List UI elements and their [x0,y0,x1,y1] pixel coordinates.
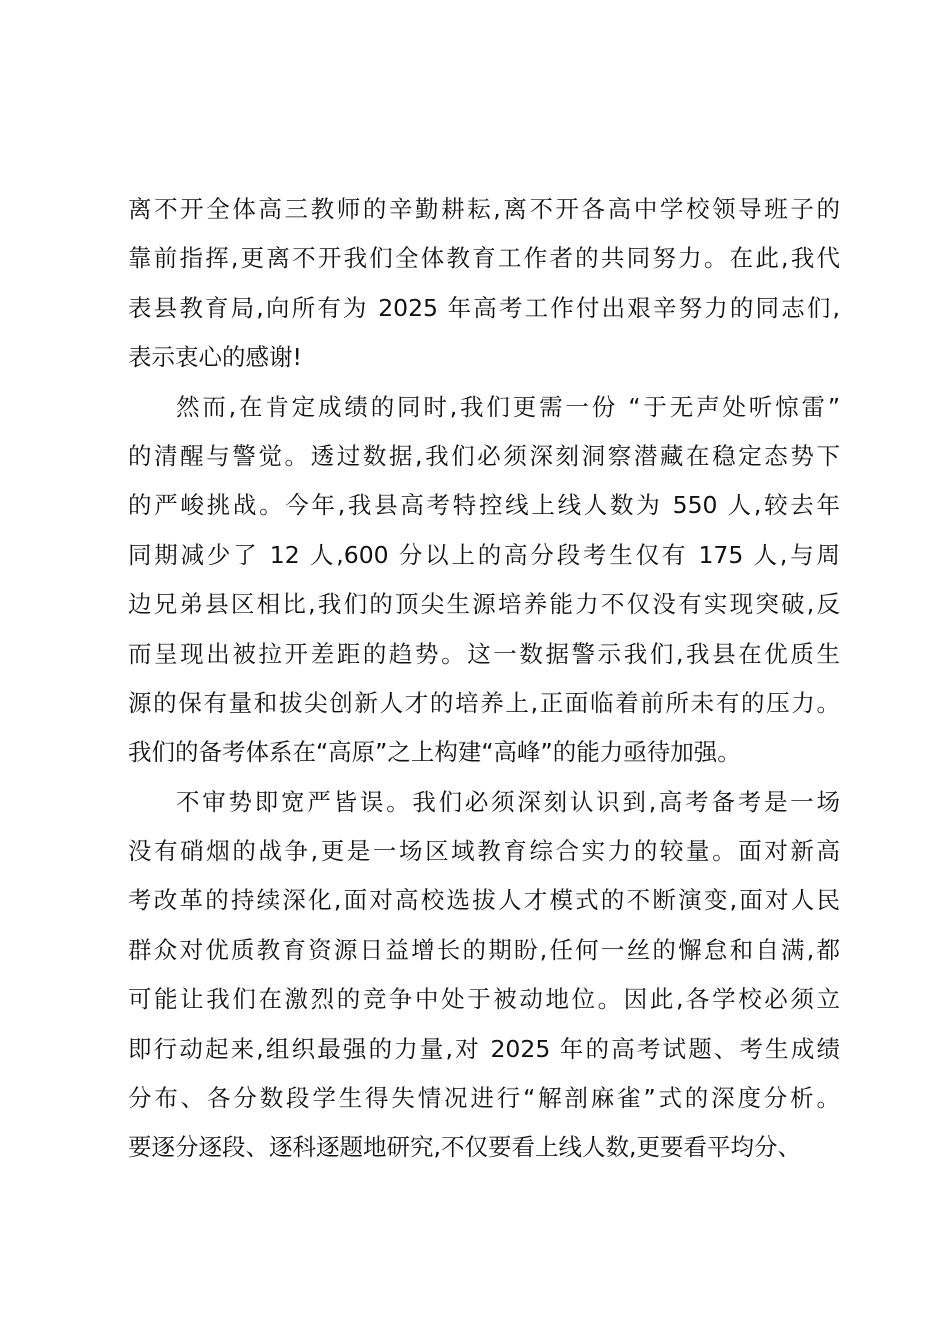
text-line: 边兄弟县区相比,我们的顶尖生源培养能力不仅没有实现突破,反 [128,590,840,619]
paragraph [128,185,840,383]
text-line: 不审势即宽严皆误。我们必须深刻认识到,高考备考是一场 [176,787,840,816]
text-line: 靠前指挥,更离不开我们全体教育工作者的共同努力。在此,我代 [128,244,840,273]
text-line: 同期减少了 12 人,600 分以上的高分段考生仅有 175 人,与周 [128,540,840,569]
text-line: 源的保有量和拔尖创新人才的培养上,正面临着前所未有的压力。 [128,688,840,717]
paragraph [128,383,840,778]
text-line: 群众对优质教育资源日益增长的期盼,任何一丝的懈怠和自满,都 [128,935,840,964]
text-line: 可能让我们在激烈的竞争中处于被动地位。因此,各学校必须立 [128,985,840,1014]
text-line: 表示衷心的感谢! [128,343,302,372]
text-line: 即行动起来,组织最强的力量,对 2025 年的高考试题、考生成绩 [128,1034,840,1063]
text-line: 我们的备考体系在“高原”之上构建“高峰”的能力亟待加强。 [128,738,741,767]
text-line: 要逐分逐段、逐科逐题地研究,不仅要看上线人数,更要看平均分、 [128,1133,801,1162]
text-line: 考改革的持续深化,面对高校选拔人才模式的不断演变,面对人民 [128,886,840,915]
text-line: 表县教育局,向所有为 2025 年高考工作付出艰辛努力的同志们, [128,293,840,322]
text-line: 分布、各分数段学生得失情况进行“解剖麻雀”式的深度分析。 [128,1084,840,1113]
text-line: 离不开全体高三教师的辛勤耕耘,离不开各高中学校领导班子的 [128,195,840,223]
text-line: 没有硝烟的战争,更是一场区域教育综合实力的较量。面对新高 [128,837,840,866]
paragraph [128,778,840,1173]
text-line: 然而,在肯定成绩的同时,我们更需一份 “于无声处听惊雷” [176,392,840,421]
text-line: 的清醒与警觉。透过数据,我们必须深刻洞察潜藏在稳定态势下 [128,441,840,470]
text-line: 而呈现出被拉开差距的趋势。这一数据警示我们,我县在优质生 [128,639,840,668]
text-line: 的严峻挑战。今年,我县高考特控线上线人数为 550 人,较去年 [128,491,840,520]
document-body [128,185,840,1173]
